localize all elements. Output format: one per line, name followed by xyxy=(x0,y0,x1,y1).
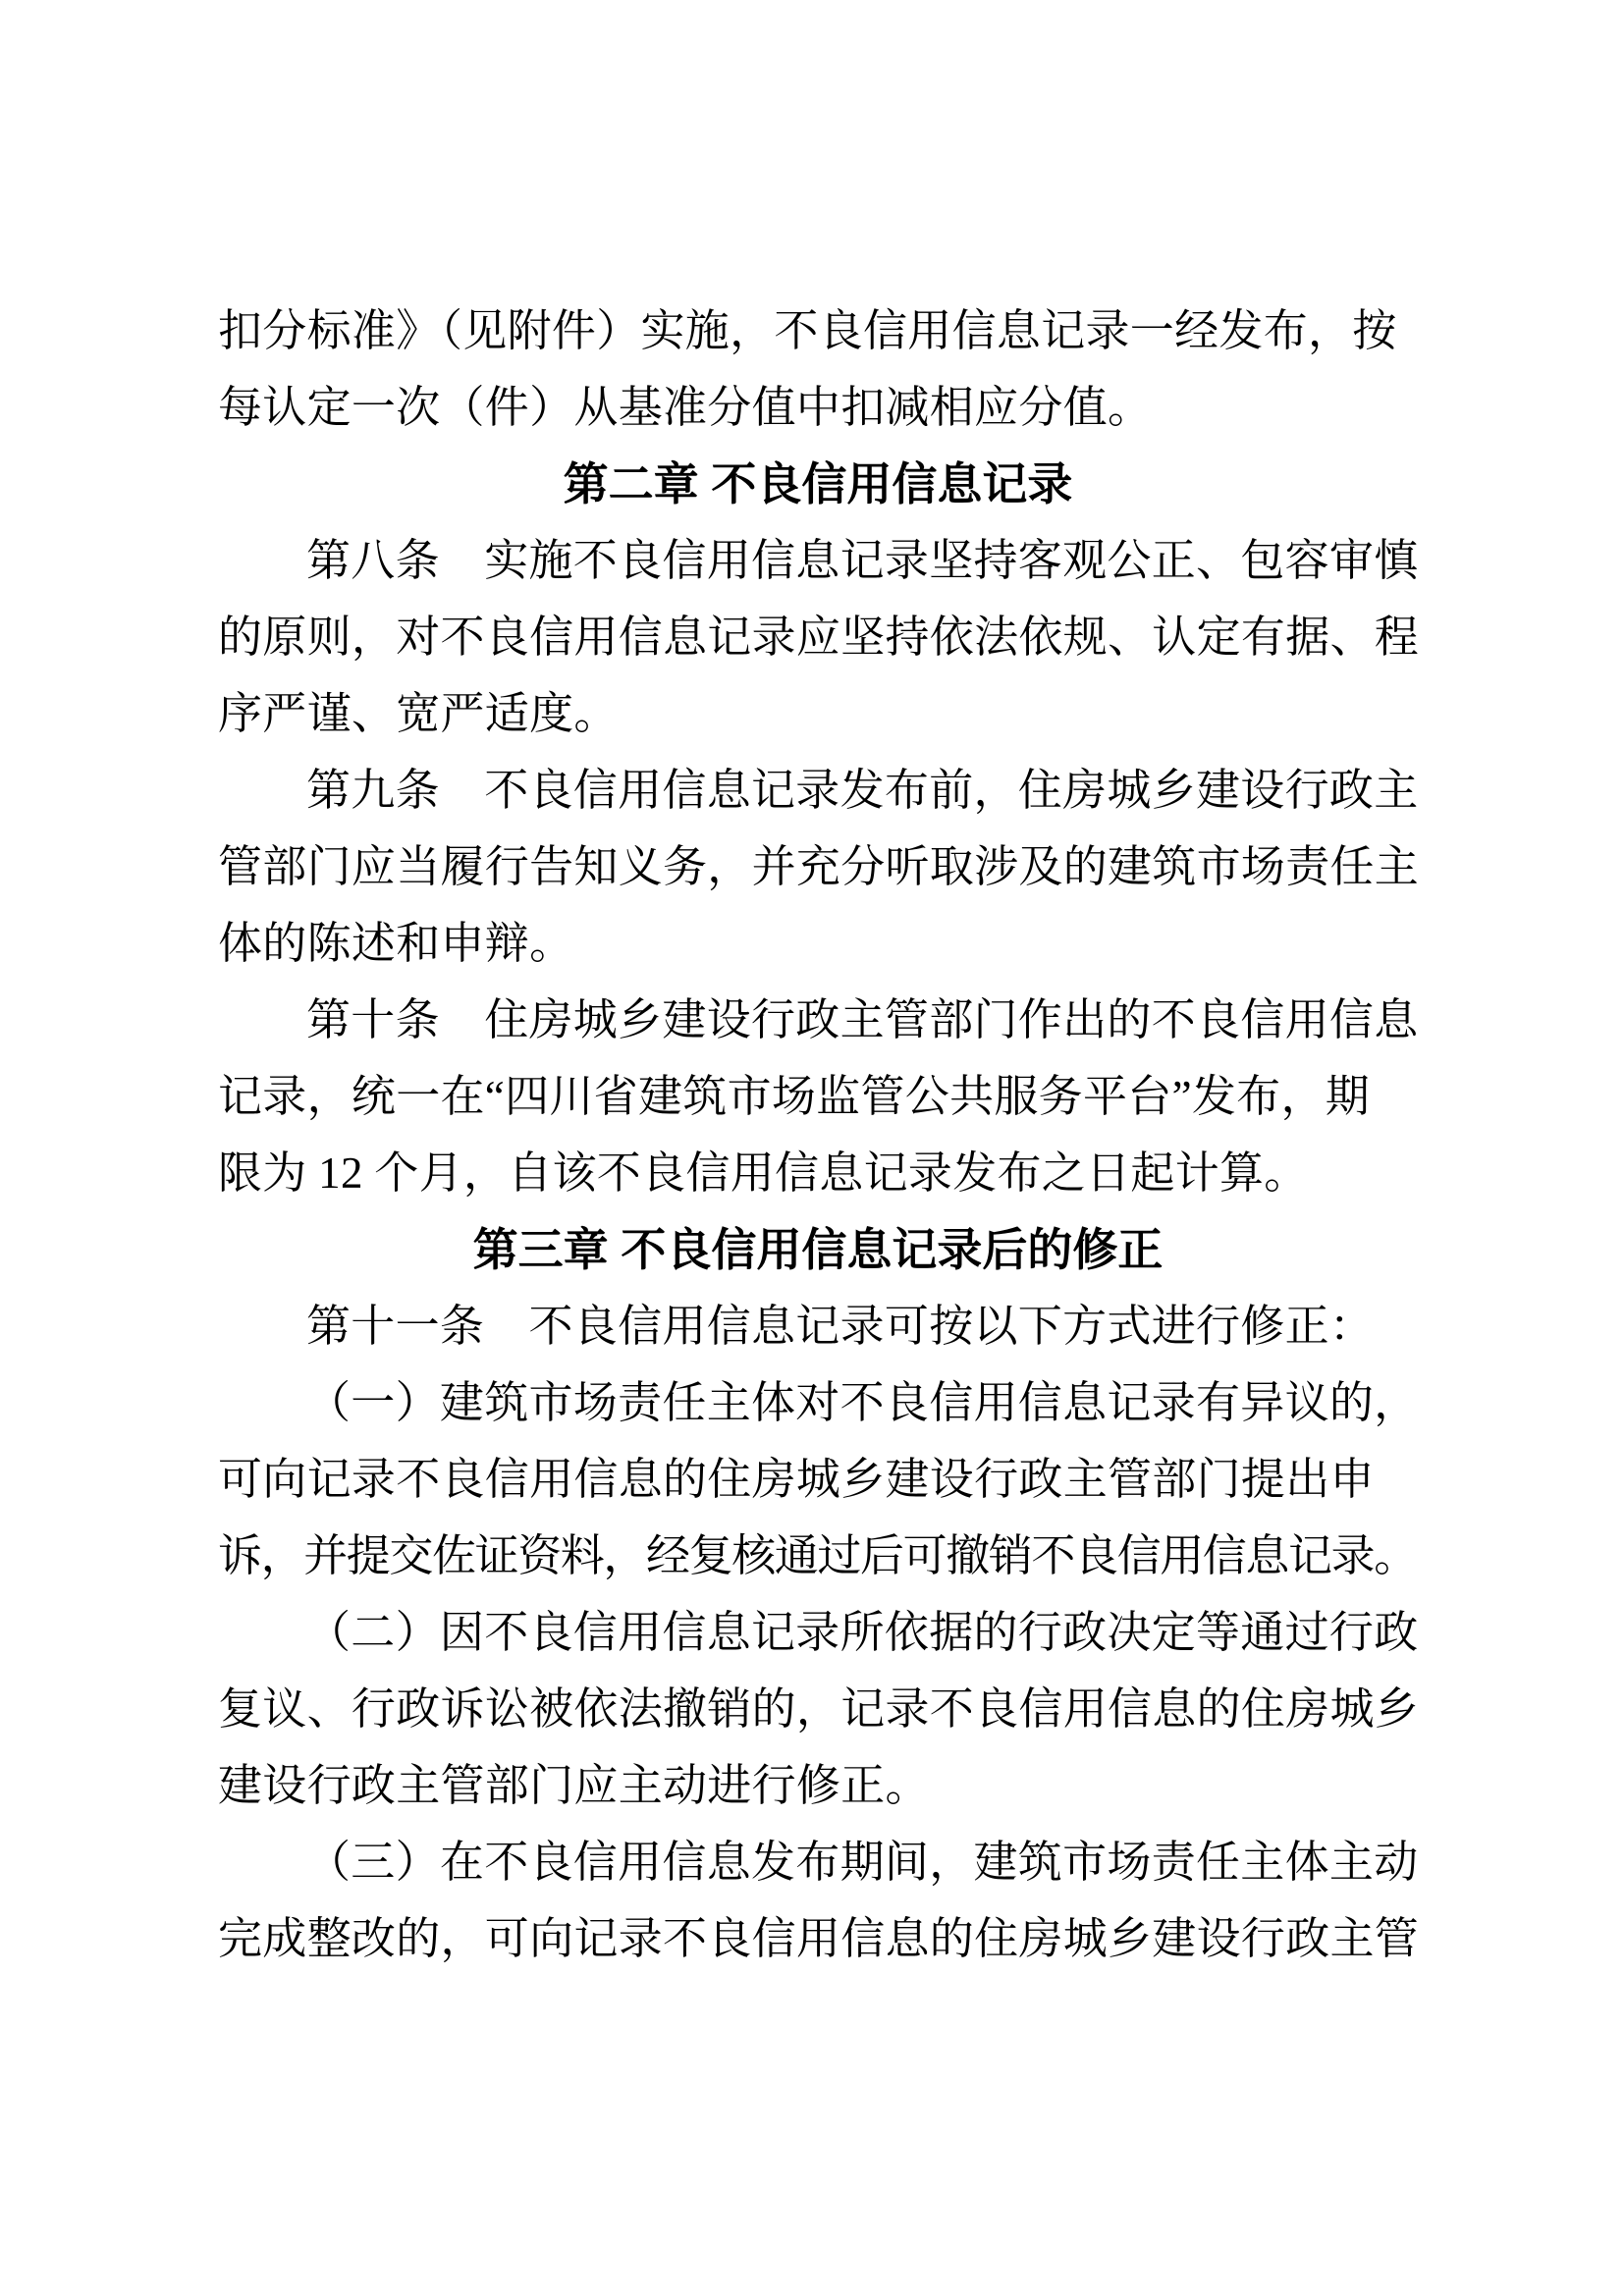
text-line: 第十一条 不良信用信息记录可按以下方式进行修正： xyxy=(306,1302,1375,1351)
text-line: 记录，统一在“四川省建筑市场监管公共服务平台”发布，期 xyxy=(218,1072,1371,1121)
text-line: 的原则，对不良信用信息记录应坚持依法依规、认定有据、程 xyxy=(218,613,1420,662)
text-line: 第八条 实施不良信用信息记录坚持客观公正、包容审慎 xyxy=(306,536,1419,585)
text-line: 诉，并提交佐证资料，经复核通过后可撤销不良信用信息记录。 xyxy=(218,1531,1417,1580)
text-line: 每认定一次（件）从基准分值中扣减相应分值。 xyxy=(218,383,1153,432)
text-line: （三）在不良信用信息发布期间，建筑市场责任主体主动 xyxy=(306,1838,1419,1887)
text-line: 管部门应当履行告知义务，并充分听取涉及的建筑市场责任主 xyxy=(218,842,1420,891)
document-text-block xyxy=(218,293,1418,1977)
chapter-heading: 第二章 不良信用信息记录 xyxy=(563,458,1073,509)
text-line: （二）因不良信用信息记录所依据的行政决定等通过行政 xyxy=(306,1608,1419,1657)
text-line: 建设行政主管部门应主动进行修正。 xyxy=(218,1761,930,1810)
text-line: 序严谨、宽严适度。 xyxy=(218,689,619,738)
text-line: 第十条 住房城乡建设行政主管部门作出的不良信用信息 xyxy=(306,995,1419,1044)
text-line: 扣分标准》（见附件）实施，不良信用信息记录一经发布，按 xyxy=(218,306,1397,355)
text-line: 体的陈述和申辩。 xyxy=(218,919,574,968)
text-line: 第九条 不良信用信息记录发布前，住房城乡建设行政主 xyxy=(306,766,1419,815)
text-line: 完成整改的，可向记录不良信用信息的住房城乡建设行政主管 xyxy=(218,1914,1420,1963)
chapter-heading: 第三章 不良信用信息记录后的修正 xyxy=(472,1224,1164,1275)
text-line: （一）建筑市场责任主体对不良信用信息记录有异议的， xyxy=(306,1378,1419,1427)
text-line: 复议、行政诉讼被依法撤销的，记录不良信用信息的住房城乡 xyxy=(218,1684,1420,1734)
text-line: 限为 12 个月，自该不良信用信息记录发布之日起计算。 xyxy=(218,1148,1309,1198)
text-line: 可向记录不良信用信息的住房城乡建设行政主管部门提出申 xyxy=(218,1455,1375,1504)
